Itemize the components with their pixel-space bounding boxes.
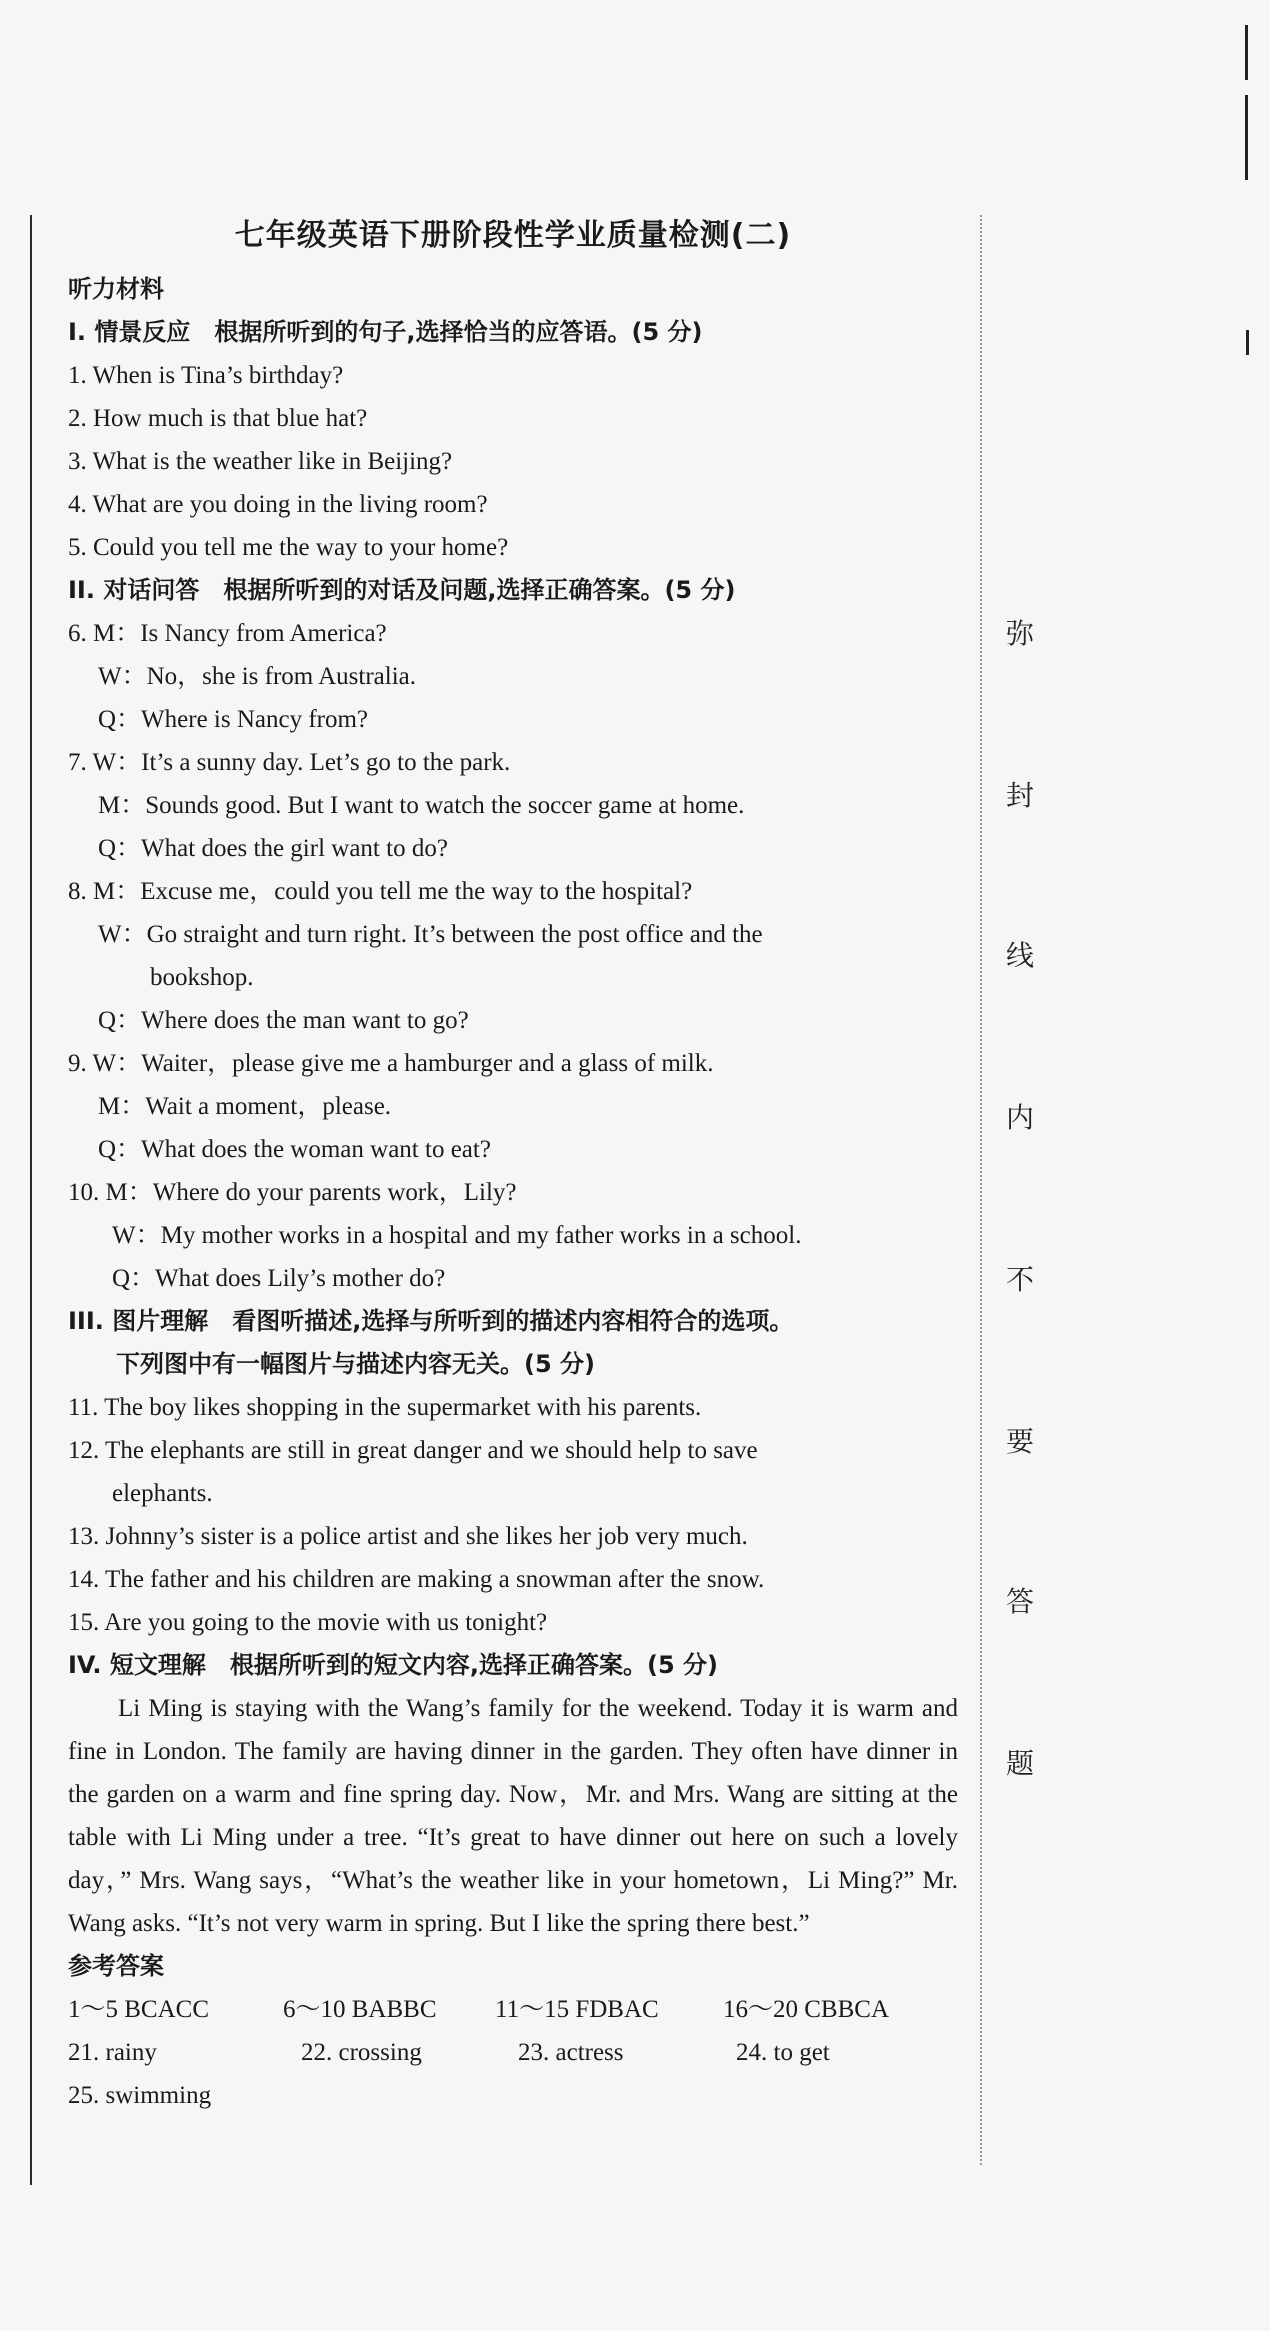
dialogue-10-q: Q：What does Lily’s mother do? xyxy=(112,1265,446,1292)
dialogue-10-m: 10. M：Where do your parents work，Lily? xyxy=(68,1179,517,1206)
answer-24: 24. to get xyxy=(736,2039,830,2066)
dialogue-9-q: Q：What does the woman want to eat? xyxy=(98,1136,491,1163)
dialogue-6-q: Q：Where is Nancy from? xyxy=(98,706,369,733)
answers-heading: 参考答案 xyxy=(68,1952,164,1980)
section-3-heading: III. 图片理解 看图听描述,选择与所听到的描述内容相符合的选项。 xyxy=(68,1307,794,1335)
left-margin-rule xyxy=(30,215,32,2185)
dialogue-10-w: W：My mother works in a hospital and my father works in a school. xyxy=(112,1222,802,1249)
question-2: 2. How much is that blue hat? xyxy=(68,405,368,432)
seal-char: 题 xyxy=(1005,1747,1034,1780)
dialogue-9-m: M：Wait a moment，please. xyxy=(98,1093,392,1120)
listening-heading: 听力材料 xyxy=(68,275,164,303)
dialogue-7-w: 7. W：It’s a sunny day. Let’s go to the park. xyxy=(68,749,511,776)
answer-group-4: 16～20 CBBCA xyxy=(723,1996,890,2023)
answers-row-1 xyxy=(68,1988,958,2031)
question-12: 12. The elephants are still in great danger and we should help to save xyxy=(68,1437,758,1464)
seal-char: 弥 xyxy=(1005,617,1034,650)
question-11: 11. The boy likes shopping in the supermarket with his parents. xyxy=(68,1394,702,1421)
seal-char: 不 xyxy=(1005,1263,1034,1296)
question-4: 4. What are you doing in the living room? xyxy=(68,491,488,518)
section-2-heading: II. 对话问答 根据所听到的对话及问题,选择正确答案。(5 分) xyxy=(68,576,736,604)
section-3-heading-cont: 下列图中有一幅图片与描述内容无关。(5 分) xyxy=(116,1350,595,1378)
dialogue-8-w: W：Go straight and turn right. It’s between the post office and the xyxy=(98,921,763,948)
edge-mark xyxy=(1246,330,1249,355)
answer-22: 22. crossing xyxy=(301,2039,422,2066)
seal-char: 内 xyxy=(1005,1101,1034,1134)
question-15: 15. Are you going to the movie with us tonight? xyxy=(68,1609,548,1636)
answer-group-3: 11～15 FDBAC xyxy=(495,1996,659,2023)
seal-char: 封 xyxy=(1005,779,1034,812)
seal-char: 线 xyxy=(1005,939,1034,972)
answer-group-2: 6～10 BABBC xyxy=(283,1996,437,2023)
answer-23: 23. actress xyxy=(518,2039,624,2066)
passage-text: Li Ming is staying with the Wang’s family for the weekend. Today it is warm and fine in London. The family are having dinner in the garden. They often have dinner in the garden on a warm and fine spring day. Now，Mr. and Mrs. Wang are sitting at the table with Li Ming under a tree. “It’s great to have dinner out here on such a lovely day，” Mrs. Wang says，“What’s the weather like in your hometown，Li Ming?” Mr. Wang asks. “It’s not very warm in spring. But I like the spring there best.” xyxy=(68,1695,958,1937)
answer-group-1: 1～5 BCACC xyxy=(68,1996,210,2023)
answer-25: 25. swimming xyxy=(68,2082,212,2109)
page-title: 七年级英语下册阶段性学业质量检测(二) xyxy=(234,218,792,253)
document-body xyxy=(68,210,958,2117)
seal-char: 要 xyxy=(1005,1425,1034,1458)
dialogue-6-m: 6. M：Is Nancy from America? xyxy=(68,620,387,647)
question-12-cont: elephants. xyxy=(112,1480,213,1507)
dialogue-7-m: M：Sounds good. But I want to watch the soccer game at home. xyxy=(98,792,745,819)
question-5: 5. Could you tell me the way to your home? xyxy=(68,534,509,561)
seal-line-dotted xyxy=(980,215,982,2165)
question-14: 14. The father and his children are making a snowman after the snow. xyxy=(68,1566,765,1593)
edge-mark xyxy=(1245,95,1248,180)
seal-char: 答 xyxy=(1005,1585,1034,1618)
dialogue-6-w: W：No，she is from Australia. xyxy=(98,663,417,690)
dialogue-8-q: Q：Where does the man want to go? xyxy=(98,1007,469,1034)
question-1: 1. When is Tina’s birthday? xyxy=(68,362,344,389)
dialogue-8-m: 8. M：Excuse me，could you tell me the way to the hospital? xyxy=(68,878,693,905)
answers-row-3 xyxy=(68,2074,958,2117)
answers-row-2 xyxy=(68,2031,958,2074)
dialogue-7-q: Q：What does the girl want to do? xyxy=(98,835,448,862)
section-1-heading: I. 情景反应 根据所听到的句子,选择恰当的应答语。(5 分) xyxy=(68,318,703,346)
question-13: 13. Johnny’s sister is a police artist and she likes her job very much. xyxy=(68,1523,748,1550)
question-3: 3. What is the weather like in Beijing? xyxy=(68,448,453,475)
dialogue-9-w: 9. W：Waiter，please give me a hamburger and a glass of milk. xyxy=(68,1050,714,1077)
edge-mark xyxy=(1245,25,1248,80)
section-4-heading: IV. 短文理解 根据所听到的短文内容,选择正确答案。(5 分) xyxy=(68,1651,718,1679)
dialogue-8-w-cont: bookshop. xyxy=(150,964,254,991)
answer-21: 21. rainy xyxy=(68,2039,157,2066)
